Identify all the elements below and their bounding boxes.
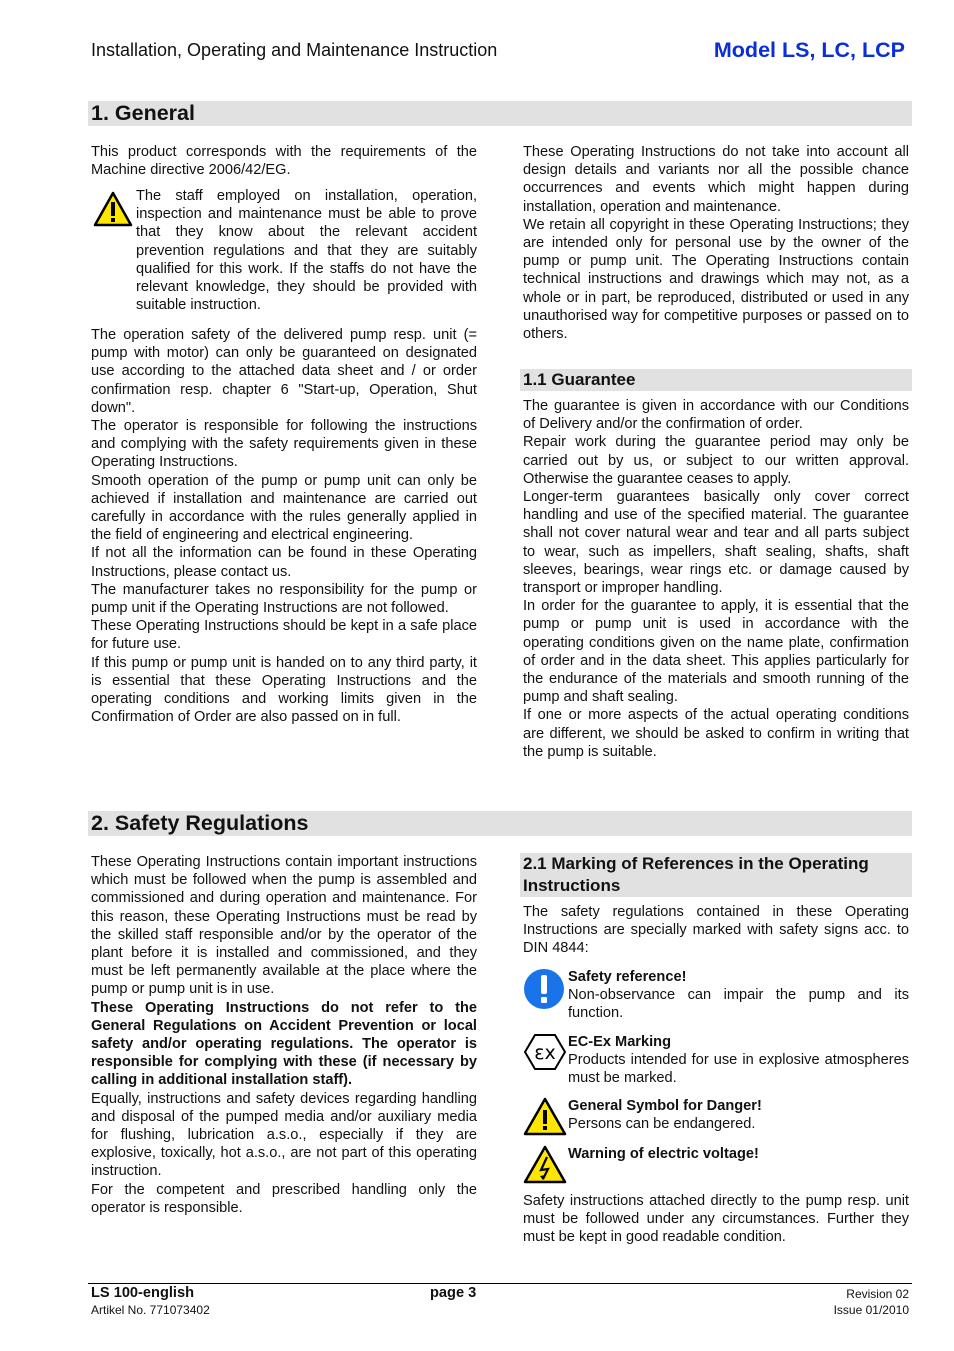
footer-revision: Revision 02 — [846, 1287, 909, 1301]
subsection-heading-guarantee: 1.1 Guarantee — [520, 369, 912, 391]
document-title: Installation, Operating and Maintenance Instruction — [91, 40, 498, 60]
symbol-ex-marking — [523, 1033, 909, 1088]
paragraph: Longer-term guarantees basically only cover correct handling and use of the specified material. The guarantee shall not cover natural wear and tear and all parts subject to wear, such as impellers, shaft sealing, shafts, shaft sleeves, bearings, wear rings etc. or damage caused by transport or improper handling. — [523, 489, 909, 597]
symbol-text: Products intended for use in explosive atmospheres must be marked. — [568, 1052, 909, 1087]
danger-icon — [523, 1097, 567, 1137]
marking-intro — [523, 903, 909, 958]
paragraph: These Operating Instructions should be kept in a safe place for future use. — [91, 618, 477, 653]
general-left-body — [91, 326, 477, 726]
paragraph: In order for the guarantee to apply, it is essential that the pump or pump unit is used in accordance with the operating conditions given on the name plate, confirmation of order and in the data sheet. This applies particularly for the endurance of the materials and smooth running of the pump and shaft sealing. — [523, 598, 909, 706]
paragraph: These Operating Instructions do not take into account all design details and variants nor all the possible chance occurrences and events which might happen during installation, operation and maintenance. — [523, 144, 909, 215]
general-intro — [91, 143, 477, 179]
paragraph: The guarantee is given in accordance with our Conditions of Delivery and/or the confirmation of order. — [523, 398, 909, 433]
symbol-title: Safety reference! — [568, 969, 687, 985]
symbol-title: Warning of electric voltage! — [568, 1146, 759, 1162]
warning-triangle-icon — [93, 191, 133, 227]
paragraph: Equally, instructions and safety devices regarding handling and disposal of the pumped media and/or auxiliary media for flushing, lubrication a.s.o., especially if they are explosive, toxically, hot a.s.o., are not part of this operating instruction. — [91, 1090, 477, 1180]
subsection-heading-marking — [520, 853, 912, 897]
footer-divider — [88, 1283, 912, 1284]
svg-text:εx: εx — [534, 1042, 556, 1064]
symbol-title: General Symbol for Danger! — [568, 1098, 762, 1114]
footer-issue: Issue 01/2010 — [833, 1303, 909, 1317]
paragraph: The operator is responsible for following the instructions and complying with the safety requirements given in these Operating Instructions. — [91, 418, 477, 471]
symbol-electric-voltage — [523, 1145, 909, 1163]
marking-outro — [523, 1192, 909, 1247]
footer-page: page 3 — [430, 1285, 477, 1301]
footer-doc: LS 100-english — [91, 1285, 194, 1301]
paragraph: We retain all copyright in these Operating Instructions; they are intended only for personal use by the owner of the pump or pump unit. The Operating Instructions contain technical instructions and drawings which may not, as a whole or in part, be reproduced, distributed or used in any unauthorised way for competitive purposes or passed on to others. — [523, 216, 909, 343]
symbol-text: Persons can be endangered. — [568, 1116, 756, 1133]
paragraph: Smooth operation of the pump or pump unit can only be achieved if installation and maintenance are carried out carefully in accordance with the rules generally applied in the field of engineering and electrical engineering. — [91, 472, 477, 544]
paragraph-bold: These Operating Instructions do not refer to the General Regulations on Accident Prevention or local safety and/or operating regulations. The operator is responsible for complying with these (if necessary by calling in additional installation staff). — [91, 999, 477, 1089]
paragraph: For the competent and prescribed handling only the operator is responsible. — [91, 1181, 477, 1216]
section-heading-general: 1. General — [88, 101, 912, 126]
paragraph: The operation safety of the delivered pump resp. unit (= pump with motor) can only be guaranteed on designated use according to the attached data sheet and / or order confirmation resp. chapter 6 "Start-up, Operation, Shut down". — [91, 327, 477, 416]
paragraph: Repair work during the guarantee period may only be carried out by us, or subject to our written approval. Otherwise the guarantee ceases to apply. — [523, 434, 909, 487]
paragraph: This product corresponds with the requirements of the Machine directive 2006/42/EG. — [91, 144, 477, 179]
general-right-body — [523, 143, 909, 343]
paragraph: Safety instructions attached directly to the pump resp. unit must be followed under any circumstances. Further they must be kept in good readable condition. — [523, 1193, 909, 1246]
symbol-title: EC-Ex Marking — [568, 1034, 671, 1050]
paragraph: The manufacturer takes no responsibility for the pump or pump unit if the Operating Instructions are not followed. — [91, 581, 477, 617]
marking-heading-text: 2.1 Marking of References in the Operating Instructions — [523, 854, 869, 895]
symbol-safety-reference — [523, 968, 909, 1023]
paragraph: The safety regulations contained in these Operating Instructions are specially marked with safety signs acc. to DIN 4844: — [523, 904, 909, 957]
electric-voltage-icon — [523, 1145, 567, 1185]
model-name: Model LS, LC, LCP — [713, 38, 905, 62]
symbol-danger — [523, 1097, 909, 1133]
safety-reference-icon — [523, 968, 565, 1010]
paragraph: If this pump or pump unit is handed on to any third party, it is essential that these Operating Instructions and the operating conditions and working limits given in the Confirmation of Order are also passed on in full. — [91, 654, 477, 726]
ex-marking-icon — [523, 1033, 567, 1071]
symbol-text: Non-observance can impair the pump and its function. — [568, 987, 909, 1022]
paragraph: If not all the information can be found in these Operating Instructions, please contact us. — [91, 545, 477, 580]
guarantee-body — [523, 397, 909, 761]
paragraph: If one or more aspects of the actual operating conditions are different, we should be asked to confirm in writing that the pump is suitable. — [523, 707, 909, 760]
staff-warning — [91, 187, 477, 314]
footer-article: Artikel No. 771073402 — [91, 1303, 210, 1317]
paragraph: These Operating Instructions contain important instructions which must be followed when the pump is assembled and commissioned and during operation and maintenance. For this reason, these Operating Instructions must be read by the skilled staff responsible and/or by the operator of the plant before it is installed and commissioned, and they must be left permanently available at the place where the pump or pump unit is in use. — [91, 854, 477, 998]
safety-left-body — [91, 853, 477, 1217]
warning-text: The staff employed on installation, operation, inspection and maintenance must be able to prove that they know about the relevant accident prevention regulations and that they are suitably qualified for this work. If the staffs do not have the relevant knowledge, they should be provided with suitable instruction. — [136, 188, 477, 314]
section-heading-safety: 2. Safety Regulations — [88, 811, 912, 836]
